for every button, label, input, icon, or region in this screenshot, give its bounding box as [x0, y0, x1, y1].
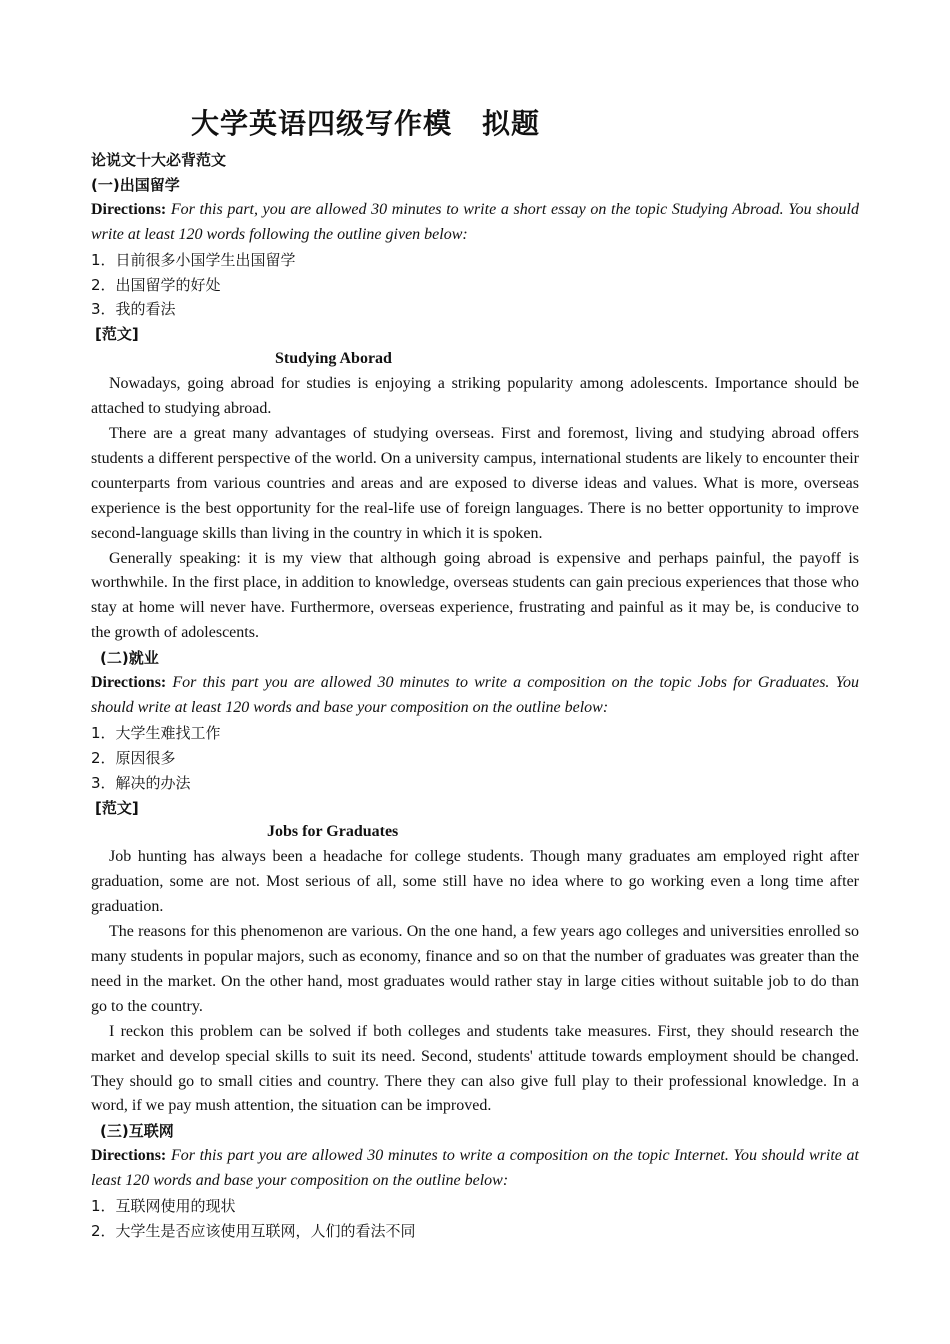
document-page [91, 100, 859, 1244]
essay-paragraph: There are a great many advantages of studying overseas. First and foremost, living and studying abroad offers students a different perspective of the world. On a university campus, international students are likely to encounter their counterparts from various countries and areas and are exposed to diverse ideas and values. What is more, overseas experience is the best opportunity for the real-life use of foreign languages. There is no better opportunity to improve second-language skills than living in the country in which it is spoken. [91, 424, 859, 542]
title-part-2: 拟题 [482, 107, 541, 140]
essay-paragraph: I reckon this problem can be solved if both colleges and students take measures. First, they should research the market and develop special skills to suit its need. Second, students' attitude towards employment should be changed. They should go to small cities and country. There they can also give full play to their professional knowledge. In a word, if we pay mush attention, the situation can be improved. [91, 1022, 859, 1115]
essay-paragraph: Generally speaking: it is my view that although going abroad is expensive and perhaps painful, the payoff is worthwhile. In the first place, in addition to knowledge, overseas students can gain precious experiences that those who stay at home will never have. Furthermore, overseas experience, frustrating and painful as it may be, is conducive to the growth of adolescents. [91, 549, 859, 642]
section-heading-2: (二)就业 [100, 649, 159, 668]
outline-item: 2．原因很多 [91, 748, 176, 767]
essay-title-1: Studying Aborad [275, 350, 392, 368]
outline-item: 1．互联网使用的现状 [91, 1197, 236, 1216]
directions-label: Directions: [91, 1147, 167, 1165]
essay-paragraph: The reasons for this phenomenon are various. On the one hand, a few years ago colleges and universities enrolled so many students in popular majors, such as economy, finance and so on that the number of graduates was greater than the need in the market. On the other hand, most graduates would rather stay in large cities without suitable job to do than go to the country. [91, 923, 859, 1015]
section-heading-1: (一)出国留学 [91, 175, 180, 194]
outline-item: 3．解决的办法 [91, 773, 191, 792]
title-part-1: 大学英语四级写作模 [191, 107, 453, 140]
directions-3 [91, 1144, 859, 1194]
directions-2 [91, 671, 859, 721]
outline-item: 2．大学生是否应该使用互联网，人们的看法不同 [91, 1221, 416, 1240]
directions-label: Directions: [91, 200, 167, 218]
directions-text: For this part, you are allowed 30 minutes to write a short essay on the topic Studying Abroad. You should write at least 120 words following the outline given below: [91, 200, 860, 243]
sample-label-2: [范文] [95, 798, 139, 817]
document-subtitle: 论说文十大必背范文 [91, 151, 227, 169]
document-title [91, 100, 859, 148]
outline-item: 1．大学生难找工作 [91, 723, 221, 742]
outline-item: 1．日前很多小国学生出国留学 [91, 250, 296, 269]
essay-title-2: Jobs for Graduates [267, 823, 399, 841]
section-heading-3: (三)互联网 [100, 1122, 174, 1141]
essay-paragraph: Nowadays, going abroad for studies is enjoying a striking popularity among adolescents. Importance should be attached to studying abroad. [91, 375, 859, 418]
essay-paragraph: Job hunting has always been a headache for college students. Though many graduates am employed right after graduation, some are not. Most serious of all, some still have no idea where to go working even a long time after graduation. [91, 848, 859, 916]
outline-item: 3．我的看法 [91, 300, 176, 319]
directions-label: Directions: [91, 674, 167, 692]
outline-item: 2．出国留学的好处 [91, 275, 221, 294]
directions-text: For this part you are allowed 30 minutes to write a composition on the topic Jobs for Graduates. You should write at least 120 words and base your composition on the outline below: [91, 674, 860, 716]
sample-label-1: [范文] [95, 325, 139, 344]
directions-text: For this part you are allowed 30 minutes to write a composition on the topic Internet. You should write at least 120 words and base your composition on the outline below: [91, 1147, 860, 1190]
directions-1 [91, 198, 859, 248]
